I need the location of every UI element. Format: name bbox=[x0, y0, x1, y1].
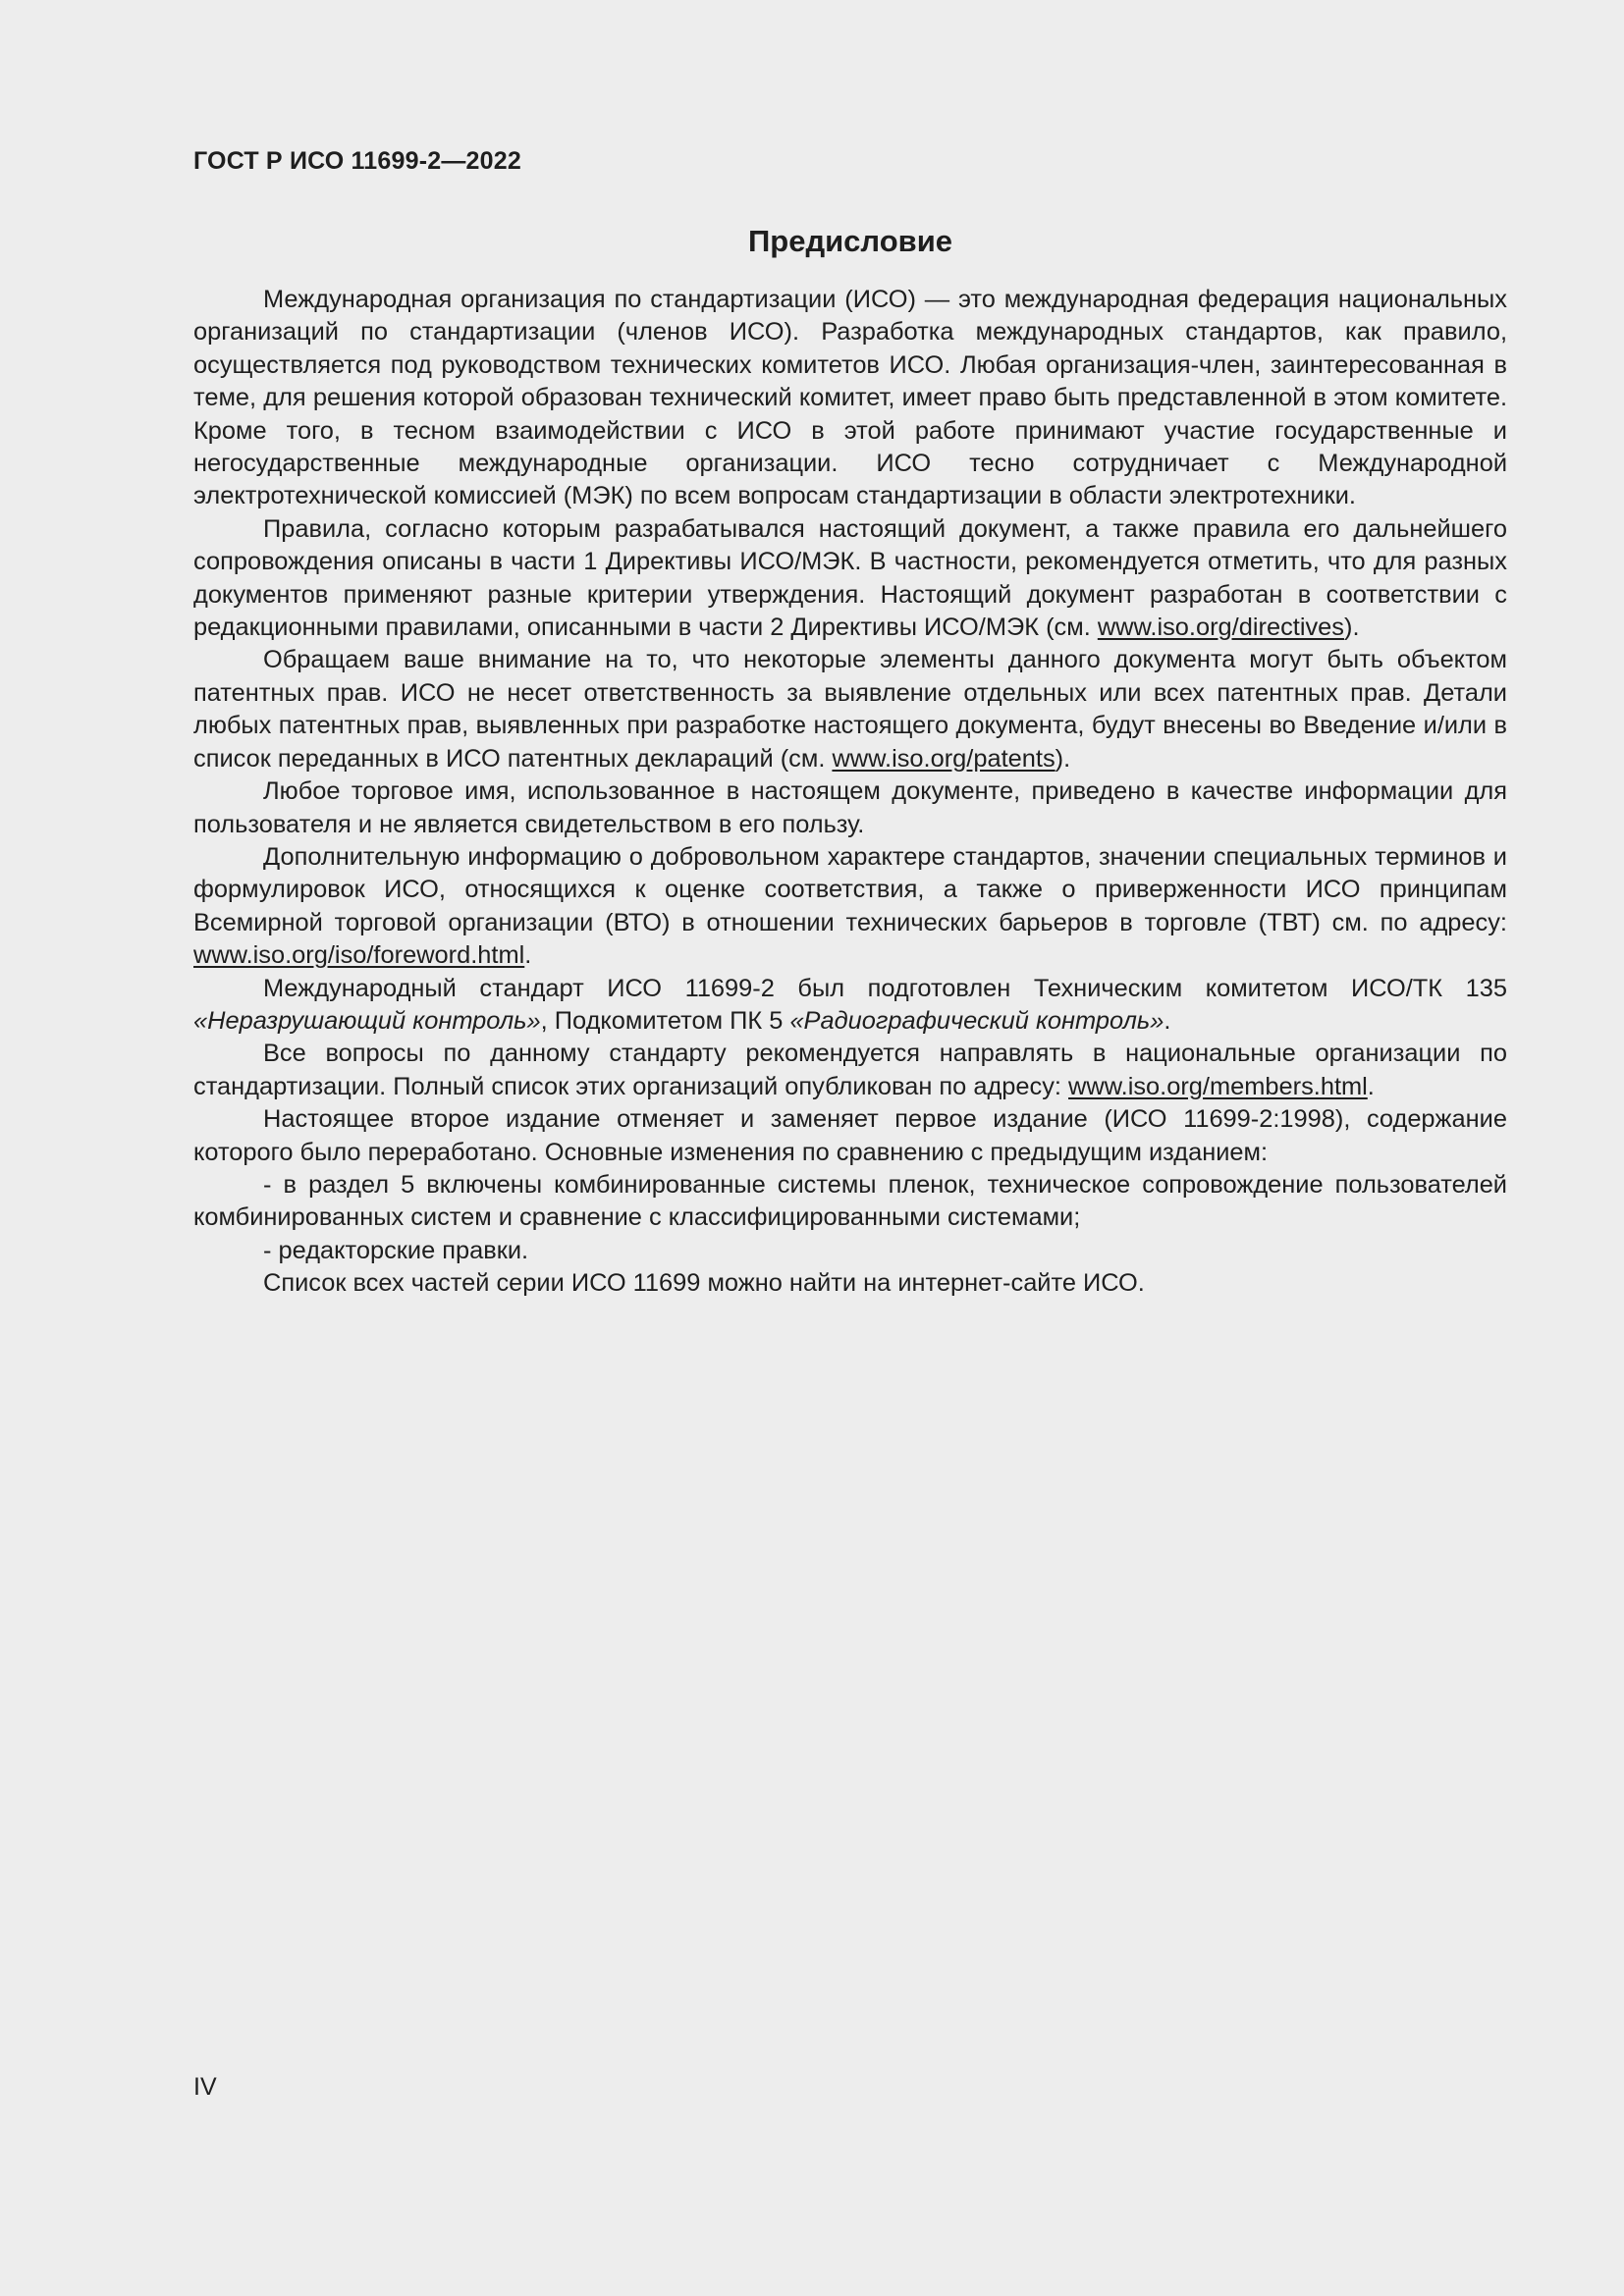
section-title: Предисловие bbox=[747, 224, 952, 258]
document-header: ГОСТ Р ИСО 11699-2—2022 bbox=[193, 147, 521, 175]
paragraph-patents-text: Обращаем ваше внимание на то, что некоторые элементы данного документа могут быть объектом патентных прав. ИСО не несет ответственность за выявление отдельных или всех патентных прав. Детали любых патентных прав, выявленных при разработке настоящего документа, будут внесены во Введение и/или в список переданных в ИСО патентных деклараций (см. bbox=[193, 646, 1507, 773]
paragraph-members bbox=[193, 1038, 1507, 1103]
paragraph-committee-text: Международный стандарт ИСО 11699-2 был подготовлен Техническим комитетом ИСО/ТК 135 bbox=[263, 974, 1507, 1002]
list-item-change-2: - редакторские правки. bbox=[263, 1236, 529, 1264]
patents-link[interactable]: www.iso.org/patents bbox=[832, 744, 1056, 773]
paragraph-iso-overview: Международная организация по стандартизации (ИСО) — это международная федерация национальных организаций по стандартизации (членов ИСО). Разработка международных стандартов, как правило, осуществляется под руководством технических комитетов ИСО. Любая организация-член, заинтересованная в теме, для решения которой образован технический комитет, имеет право быть представленной в этом комитете. Кроме того, в тесном взаимодействии с ИСО в этой работе принимают участие государственные и негосударственные международные организации. ИСО тесно сотрудничает с Международной электротехнической комиссией (МЭК) по всем вопросам стандартизации в области электротехники. bbox=[193, 286, 1507, 510]
committee-name: «Неразрушающий контроль» bbox=[193, 1006, 541, 1035]
directives-link[interactable]: www.iso.org/directives bbox=[1097, 614, 1344, 642]
paragraph-additional-info bbox=[193, 841, 1507, 973]
paragraph-committee-tail: . bbox=[1164, 1006, 1171, 1035]
list-item-change-1: - в раздел 5 включены комбинированные системы пленок, техническое сопровождение пользователей комбинированных систем и сравнение с классифицированными системами; bbox=[193, 1170, 1507, 1232]
foreword-link[interactable]: www.iso.org/iso/foreword.html bbox=[193, 941, 525, 970]
paragraph-directives-tail: ). bbox=[1343, 614, 1360, 642]
paragraph-members-text: Все вопросы по данному стандарту рекомендуется направлять в национальные организации по стандартизации. Полный список этих организаций опубликован по адресу: bbox=[193, 1040, 1507, 1100]
paragraph-second-edition: Настоящее второе издание отменяет и заменяет первое издание (ИСО 11699-2:1998), содержание которого было переработано. Основные изменения по сравнению с предыдущим изданием: bbox=[193, 1105, 1507, 1166]
paragraph-directives bbox=[193, 513, 1507, 645]
paragraph-series-list: Список всех частей серии ИСО 11699 можно найти на интернет-сайте ИСО. bbox=[263, 1269, 1145, 1298]
members-link[interactable]: www.iso.org/members.html bbox=[1068, 1072, 1368, 1100]
foreword-body bbox=[193, 284, 1507, 1301]
paragraph-additional-info-tail: . bbox=[524, 941, 532, 970]
paragraph-committee bbox=[193, 973, 1507, 1039]
subcommittee-name: «Радиографический контроль» bbox=[789, 1006, 1164, 1035]
page-number: IV bbox=[193, 2073, 217, 2101]
paragraph-additional-info-text: Дополнительную информацию о добровольном характере стандартов, значении специальных терминов и формулировок ИСО, относящихся к оценке соответствия, а также о приверженности ИСО принципам Всемирной торговой организации (ВТО) в отношении технических барьеров в торговле (ТВТ) см. по адресу: bbox=[193, 842, 1507, 936]
paragraph-trade-names: Любое торговое имя, использованное в настоящем документе, приведено в качестве информации для пользователя и не является свидетельством в его пользу. bbox=[193, 777, 1507, 838]
paragraph-patents bbox=[193, 644, 1507, 775]
paragraph-patents-tail: ). bbox=[1055, 744, 1071, 773]
paragraph-committee-middle: , Подкомитетом ПК 5 bbox=[540, 1006, 790, 1035]
paragraph-directives-text: Правила, согласно которым разрабатывался настоящий документ, а также правила его дальнейшего сопровождения описаны в части 1 Директивы ИСО/МЭК. В частности, рекомендуется отметить, что для разных документов применяют разные критерии утверждения. Настоящий документ разработан в соответствии с редакционными правилами, описанными в части 2 Директивы ИСО/МЭК (см. bbox=[193, 514, 1507, 642]
paragraph-members-tail: . bbox=[1367, 1072, 1375, 1100]
